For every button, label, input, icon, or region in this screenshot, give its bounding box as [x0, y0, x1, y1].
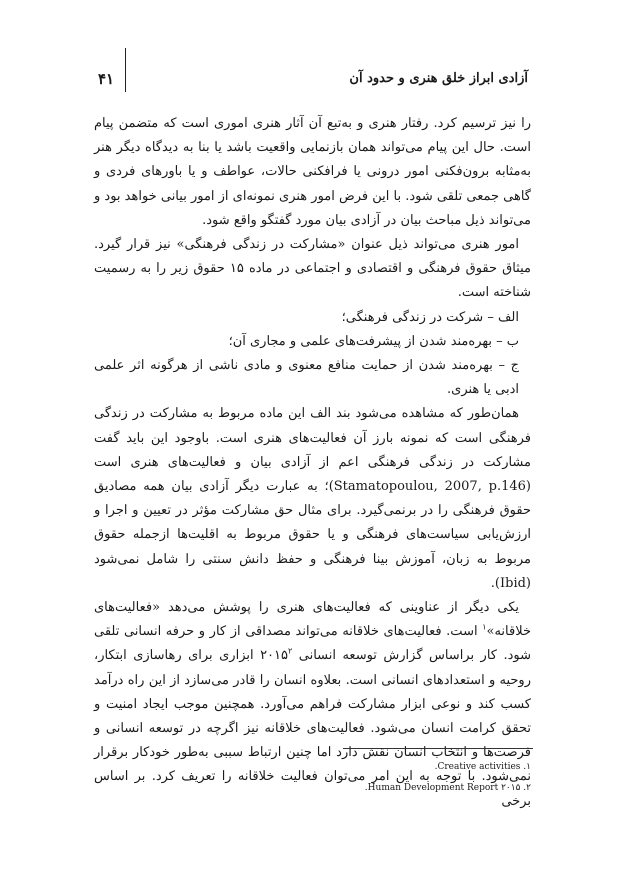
paragraph-1: را نیز ترسیم کرد. رفتار هنری و به‌تبع آن آثار هنری اموری است که متضمن پیام است. حال این پیام می‌تواند همان بازنمایی واقعیت باشد یا بنا به دیدگاه دیگر هنر به‌مثابه برون‌فکنی امور درونی یا فرافکنی حالات، عواطف و یا باورهای فردی و گاهی جمعی تلقی شود. با این فرض امور هنری نمونه‌ای از امور بیانی خواهد بود و می‌تواند ذیل مباحث بیان در آزادی بیان مورد گفتگو واقع شود.	[94, 116, 531, 228]
footnote-ref-1: ۱	[482, 622, 487, 632]
footnote-separator	[343, 748, 533, 749]
paragraph-4-text-c: ابزاری برای رهاسازی ابتکار، روحیه و استعدادهای انسانی است. بعلاوه انسان را قادر می‌سازد از این راه درآمد کسب کند و نوعی ابزار مشارکت فراهم می‌آورد. همچنین موجب ایجاد امنیت و تحقق کرامت انسان می‌شود. فعالیت‌های خلاقانه نیز اگرچه در توسعه انسانی و فرصت‌ها و انتخاب انسان نقش دارد اما چنین ارتباط سببی به‌طور خودکار برقرار نمی‌شود. با توجه به این امر می‌توان فعالیت خلاقانه را تعریف کرد. بر اساس برخی	[94, 648, 531, 809]
paragraph-3	[94, 402, 531, 596]
running-title: آزادی ابراز خلق هنری و حدود آن	[349, 71, 528, 86]
page-number: ۴۱	[98, 70, 115, 88]
footnote-1: ۱. Creative activities.	[434, 762, 531, 772]
citation-stamatopoulou: Stamatopoulou, 2007, p.146	[333, 479, 526, 495]
footnotes	[94, 760, 531, 802]
header-divider	[125, 48, 126, 92]
footnote-ref-2: ۲	[288, 647, 293, 657]
list-item-a: الف – شرکت در زندگی فرهنگی؛	[341, 309, 519, 325]
paragraph-3-text-b: )؛ به عبارت دیگر آزادی بیان همه مصادیق حقوق فرهنگی را در برنمی‌گیرد. برای مثال حق مشارکت مؤثر در تعیین و اجرا و ارزش‌یابی سیاست‌های فرهنگی و یا حقوق مربوط به اقلیت‌ها ازجمله حقوق مربوط به زبان، آموزش بینا فرهنگی و حفظ دانش سنتی را شامل نمی‌شود (	[94, 479, 531, 591]
body-text	[94, 112, 531, 814]
running-header	[98, 70, 528, 92]
citation-ibid: Ibid	[499, 575, 526, 591]
footnote-2: ۲. Human Development Report ۲۰۱۵.	[364, 783, 531, 793]
list-item-b: ب – بهره‌مند شدن از پیشرفت‌های علمی و مجاری آن؛	[228, 333, 519, 349]
paragraph-4-text-a: یکی دیگر از عناوینی که فعالیت‌های هنری را پوشش می‌دهد «فعالیت‌های خلاقانه»	[94, 600, 531, 640]
list-item-c: ج – بهره‌مند شدن از حمایت منافع معنوی و مادی ناشی از هرگونه اثر علمی ادبی یا هنری.	[94, 358, 519, 398]
paragraph-2: امور هنری می‌تواند ذیل عنوان «مشارکت در زندگی فرهنگی» نیز قرار گیرد. میثاق حقوق فرهنگی و اقتصادی و اجتماعی در ماده ۱۵ حقوق زیر را به رسمیت شناخته است.	[94, 237, 531, 301]
paragraph-3-text-a: همان‌طور که مشاهده می‌شود بند الف این ماده مربوط به مشارکت در زندگی فرهنگی است که نمونه بارز آن فعالیت‌های هنری است. باوجود این باید گفت مشارکت در زندگی فرهنگی اعم از آزادی بیان و فعالیت‌های هنری است (	[94, 406, 531, 495]
paragraph-4-text-b: است. فعالیت‌های خلاقانه می‌تواند مصداقی از کار و حرفه انسانی تلقی شود. کار براساس گزارش توسعه انسانی ۲۰۱۵	[94, 624, 531, 664]
paragraph-3-text-end: ).	[490, 575, 500, 591]
